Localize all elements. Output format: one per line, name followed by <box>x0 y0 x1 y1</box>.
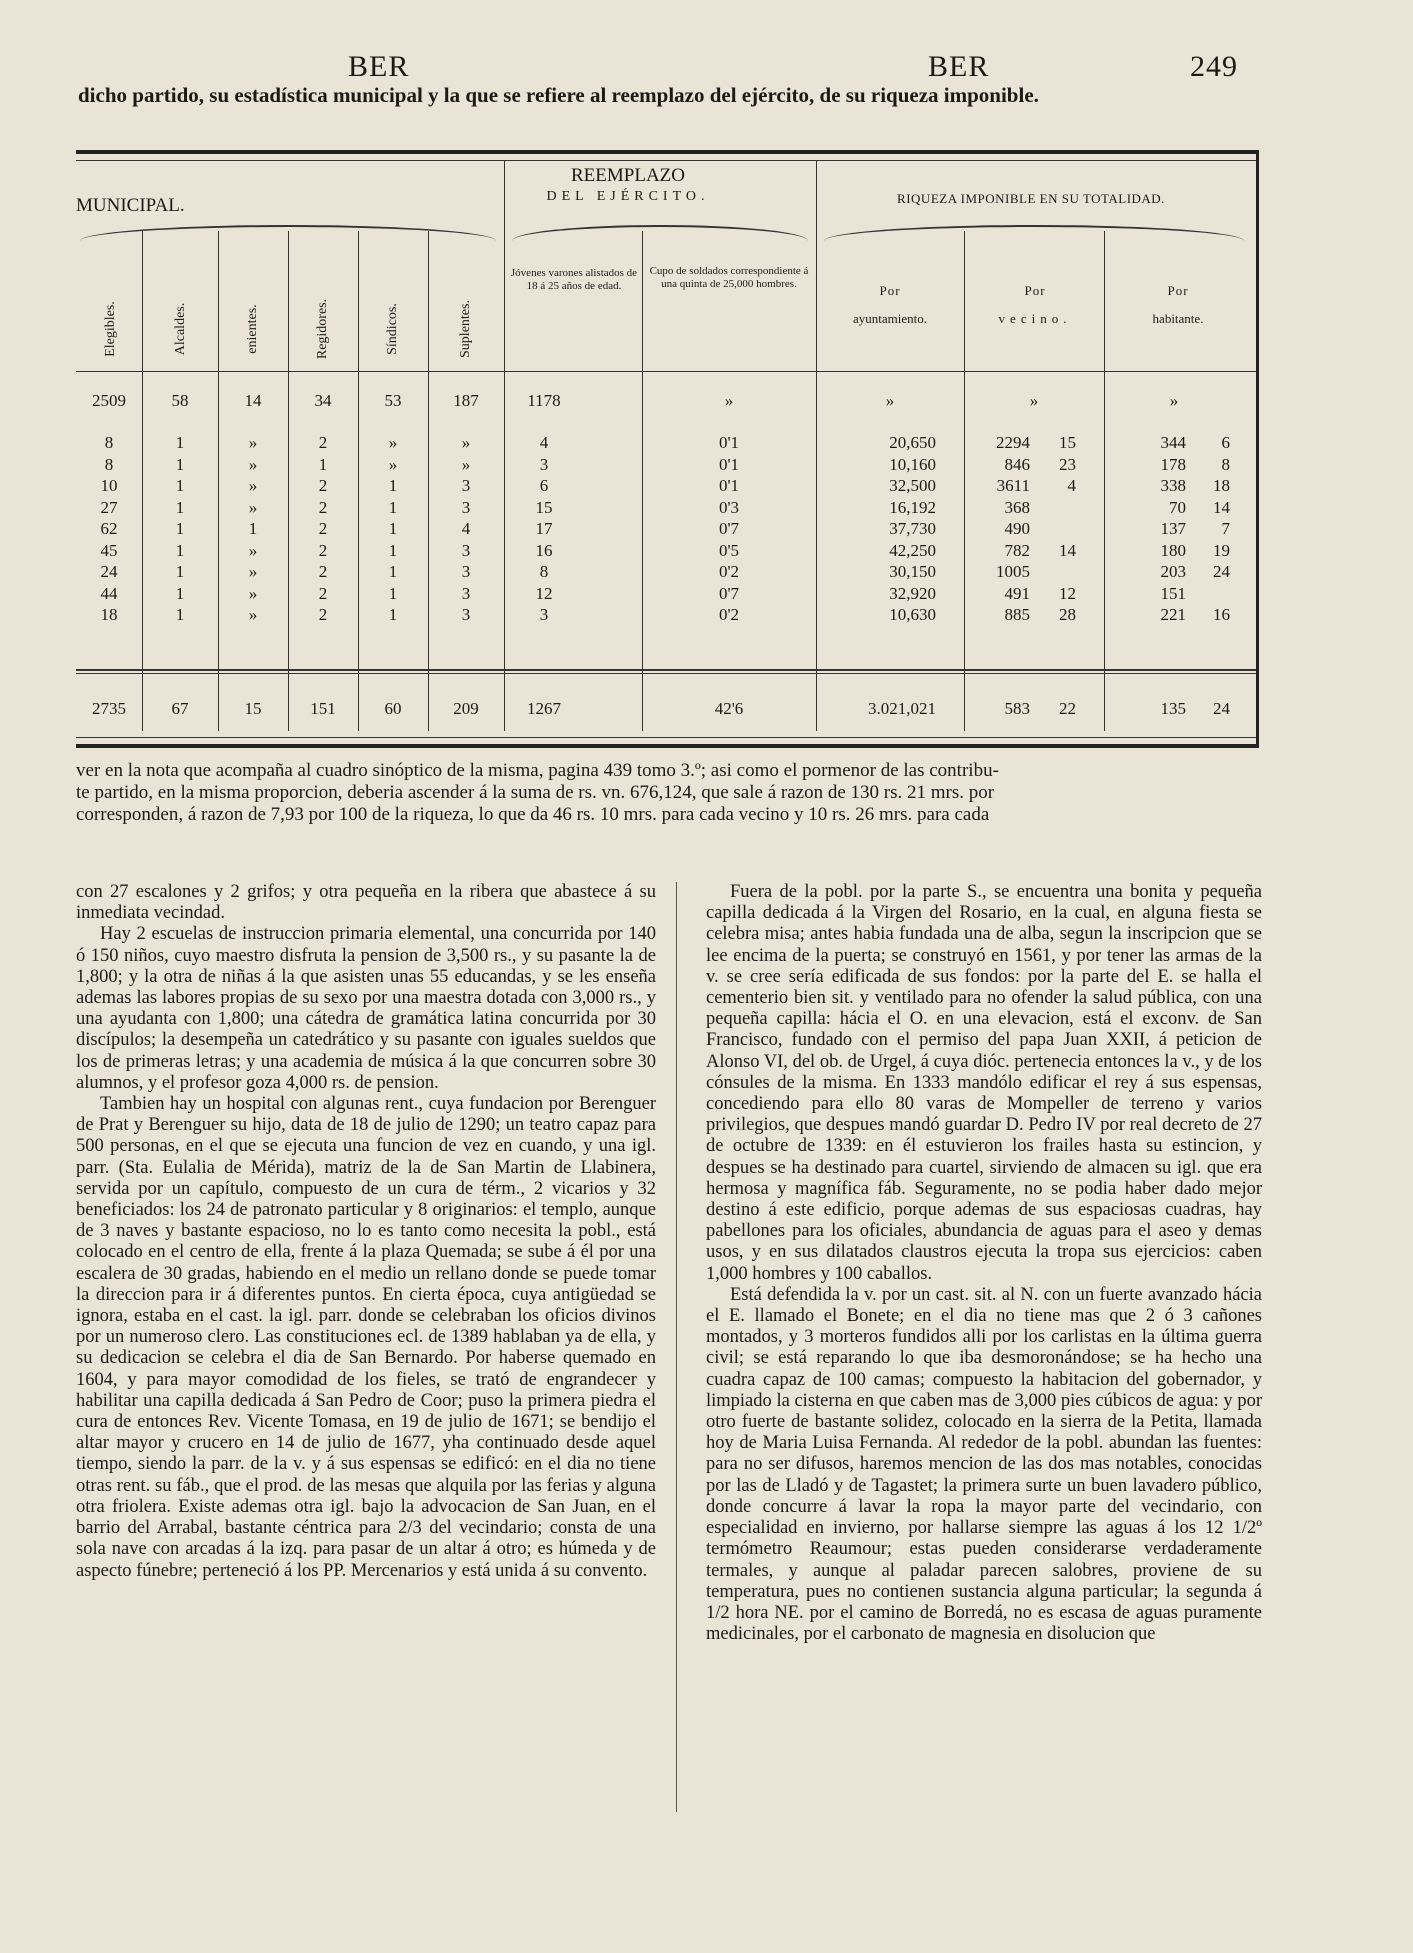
cell: 18 <box>1213 476 1230 495</box>
cell: 1 <box>175 497 185 517</box>
cell: 1 <box>388 605 398 624</box>
cell: 58 <box>171 391 189 410</box>
totals-rule-2 <box>76 673 1256 674</box>
total-cell: 135 <box>1160 699 1186 718</box>
cell: 14 <box>1059 540 1076 560</box>
cell: 7 <box>1221 519 1230 538</box>
cell: 4 <box>461 519 471 538</box>
cell: 1 <box>248 519 258 538</box>
statistics-table <box>76 150 1259 748</box>
cell: 0'1 <box>718 433 740 452</box>
cell: 2 <box>318 476 328 495</box>
cell: 19 <box>1213 540 1230 560</box>
cell: » <box>461 433 471 452</box>
cell: 2509 <box>92 391 126 410</box>
cell: 1 <box>175 433 185 452</box>
cell: 2 <box>318 433 328 452</box>
total-cell: 42'6 <box>714 699 744 718</box>
cell: 151 <box>1160 583 1186 603</box>
group-riqueza: RIQUEZA IMPONIBLE EN SU TOTALIDAD. <box>897 191 1165 206</box>
cell: 0'2 <box>718 562 740 581</box>
cell: 3 <box>461 497 471 517</box>
col-header-suplentes: Suplentes. <box>458 300 473 358</box>
cell: » <box>248 476 258 495</box>
cell: 24 <box>100 562 118 581</box>
paragraph: Tambien hay un hospital con algunas rent., cuya fundacion por Berenguer de Prat y Berenguer su hijo, data de 18 de julio de 1290; un teatro capaz para 500 personas, en el que se ejecuta una funcion de vez en cuando, y una igl. parr. (Sta. Eulalia de Mérida), matriz de la de San Martin de Llabinera, servida por un capítulo, compuesto de un cura de térm., 2 vicarios y 32 beneficiados: los 24 de patronato particular y 8 originarios: el templo, aunque de 3 naves y bastante espacioso, no lo es tanto como necesita la pobl., está colocado en el centro de ella, frente á la plaza Quemada; se sube á él por una escalera de 30 gradas, habiendo en el medio un rellano donde se puede tomar la direccion para ir á diferentes puntos. En cierta época, cuya antigüedad se ignora, estaba en el cast. la igl. parr. donde se celebraban los oficios divinos por un numeroso clero. Las constituciones ecl. de 1389 hablaban ya de ella, y su dedicacion se celebra el dia de San Bernardo. Por haberse quemado en 1604, y para mayor comodidad de los fieles, se trató de engrandecer y habilitar una capilla dedicada á San Pedro de Coor; puso la primera piedra el cura de entonces Rev. Vicente Tomasa, en 19 de julio de 1671; se bendijo el altar mayor y crucero en 14 de julio de 1677, yha continuado desde aquel tiempo, siendo la parr. de la v. y á sus espensas se edificó: en el dia no tiene otras rent. su fáb., que el prod. de las mesas que alquila por las ferias y alguna otra friolera. Existe ademas otra igl. bajo la advocacion de San Juan, en el barrio del Arrabal, bastante céntrica para 2/3 del vecindario; consta de una sola nave con arcadas á la izq. para pasar de un altar á otro; es húmeda y de aspecto fúnebre; perteneció á los PP. Mercenarios y está unida á su convento. <box>76 1094 656 1581</box>
cell: 1178 <box>527 391 561 410</box>
cell: 1 <box>175 519 185 538</box>
cell: 491 <box>1004 583 1030 603</box>
intro-text: dicho partido, su estadística municipal y la que se refiere al reemplazo del ejército, de su riqueza imponible. <box>78 83 1039 107</box>
cell: 782 <box>1004 540 1030 560</box>
cell: 3611 <box>996 476 1030 495</box>
column-divider <box>676 882 677 1812</box>
cell: 45 <box>100 540 118 560</box>
cell: 2294 <box>996 433 1030 452</box>
col-header-cupo: Cupo de soldados correspondiente á una quinta de 25,000 hombres. <box>649 265 809 290</box>
group-reemplazo-title: REEMPLAZO <box>571 165 685 186</box>
cell: 187 <box>453 391 479 410</box>
cell: 0'1 <box>718 476 740 495</box>
cell: 8 <box>104 433 114 452</box>
cell: 1 <box>388 562 398 581</box>
cell: 178 <box>1160 454 1186 474</box>
cell: 1005 <box>996 562 1030 581</box>
cell: 344 <box>1160 433 1186 452</box>
page-number: 249 <box>1190 50 1238 83</box>
col-header-por-3: Por <box>1167 283 1189 298</box>
cell: 1 <box>175 476 185 495</box>
col-header-habitante: habitante. <box>1152 311 1204 326</box>
cell: 16 <box>1213 605 1230 624</box>
cell: » <box>248 583 258 603</box>
cell: 27 <box>100 497 118 517</box>
right-column <box>706 882 1262 1645</box>
cell: » <box>388 433 398 452</box>
total-cell: 22 <box>1059 699 1076 718</box>
table-frame <box>76 160 1256 738</box>
cell: » <box>248 497 258 517</box>
cell: 6 <box>1221 433 1230 452</box>
cell: 0'3 <box>718 497 740 517</box>
col-header-por-2: Por <box>1024 283 1046 298</box>
col-header-sindicos: Síndicos. <box>385 303 400 355</box>
cell: 17 <box>535 519 553 538</box>
cell: 1 <box>388 540 398 560</box>
cell: 4 <box>539 433 549 452</box>
cell: 16 <box>535 540 553 560</box>
col-header-jovenes: Jóvenes varones alistados de 18 á 25 años de edad. <box>510 267 638 292</box>
cell: 8 <box>539 562 549 581</box>
cell: 2 <box>318 540 328 560</box>
cell: 1 <box>175 583 185 603</box>
cell: 15 <box>535 497 553 517</box>
cell: » <box>248 433 258 452</box>
paragraph: Hay 2 escuelas de instruccion primaria elemental, una concurrida por 140 ó 150 niños, cuyo maestro disfruta la pension de 3,500 rs., y su pasante la de 1,800; y la otra de niñas á la que asisten unas 55 educandas, y se les enseña ademas las labores propias de su sexo por una maestra dotada con 3,000 rs., y una ayudanta con 1,800; una cátedra de gramática latina concurrida por 30 discípulos; la desempeña un catedrático y su pasante con iguales sueldos que los de primeras letras; y una academia de música á la que concurren sobre 30 alumnos, y el profesor goza 4,000 rs. de pension. <box>76 924 656 1093</box>
cell: 2 <box>318 519 328 538</box>
wide-text-block <box>76 760 1256 826</box>
cell: 3 <box>461 540 471 560</box>
cell: 37,730 <box>889 519 936 538</box>
cell: 6 <box>539 476 549 495</box>
cell: 34 <box>314 391 332 410</box>
cell: 1 <box>175 540 185 560</box>
col-header-elegibles: Elegibles. <box>103 301 118 357</box>
cell: 16,192 <box>889 497 936 517</box>
col-header-vecino: vecino. <box>998 311 1072 326</box>
cell: » <box>461 454 471 474</box>
cell: 4 <box>1067 476 1076 495</box>
cell: » <box>1169 391 1179 410</box>
cell: » <box>1029 391 1039 410</box>
total-cell: 67 <box>171 699 189 718</box>
cell: » <box>248 454 258 474</box>
cell: 1 <box>318 454 328 474</box>
cell: 1 <box>388 497 398 517</box>
paragraph: Está defendida la v. por un cast. sit. al N. con un fuerte avanzado hácia el E. llamado el Bonete; en el dia no tiene mas que 2 ó 3 cañones montados, y 3 morteros fundidos alli por los carlistas en la última guerra civil; se está reparando lo que iba desmoronándose; se ha hecho una cuadra capaz de 100 camas; compuesto la habitacion del gobernador, y limpiado la cisterna en que caben mas de 3,000 pies cúbicos de agua: y por otro fuerte de bastante solidez, colocado en la sierra de la Petita, llamada hoy de Maria Luisa Fernanda. Al rededor de la pobl. abundan las fuentes: para no ser difusos, haremos mencion de las dos mas notables, conocidas por las de Lladó y de Tagastet; la primera surte un buen lavadero público, donde concurre á lavar la ropa la mayor parte del vecindario, con especialidad en invierno, por hallarse siempre las aguas á los 12 1/2º termómetro Reaumour; estas pueden considerarse verdaderamente termales, y aunque al paladar parecen salobres, proviene de su temperatura, pues no contienen sustancia alguna particular; la segunda á 1/2 hora NE. por el camino de Borredá, no es escasa de aguas puramente medicinales, por el carbonato de magnesia en disolucion que <box>706 1284 1262 1645</box>
col-header-por-1: Por <box>879 283 901 298</box>
cell: 338 <box>1160 476 1186 495</box>
wide-text-line: corresponden, á razon de 7,93 por 100 de la riqueza, lo que da 46 rs. 10 mrs. para cada vecino y 10 rs. 26 mrs. para cada <box>76 804 990 825</box>
paragraph: con 27 escalones y 2 grifos; y otra pequeña en la ribera que abastece á su inmediata vecindad. <box>76 882 656 924</box>
cell: 1 <box>388 583 398 603</box>
cell: 0'7 <box>718 519 740 538</box>
col-header-tenientes: enientes. <box>245 304 260 354</box>
cell: » <box>248 605 258 624</box>
cell: 42,250 <box>889 540 936 560</box>
cell: 2 <box>318 562 328 581</box>
cell: 24 <box>1213 562 1230 581</box>
cell: 3 <box>539 454 549 474</box>
cell: 885 <box>1004 605 1030 624</box>
cell: 3 <box>461 583 471 603</box>
cell: 70 <box>1169 497 1186 517</box>
cell: 10 <box>100 476 118 495</box>
cell: » <box>388 454 398 474</box>
cell: 368 <box>1004 497 1030 517</box>
cell: 137 <box>1160 519 1186 538</box>
cell: 2 <box>318 497 328 517</box>
total-cell: 151 <box>310 699 336 718</box>
cell: 28 <box>1059 605 1076 624</box>
cell: 53 <box>384 391 402 410</box>
cell: 1 <box>175 562 185 581</box>
cell: 14 <box>244 391 262 410</box>
cell: 203 <box>1160 562 1186 581</box>
cell: 2 <box>318 605 328 624</box>
total-cell: 60 <box>384 699 402 718</box>
cell: 20,650 <box>889 433 936 452</box>
wide-text-line: te partido, en la misma proporcion, deberia ascender á la suma de rs. vn. 676,124, que sale á razon de 130 rs. 21 mrs. por <box>76 782 995 803</box>
cell: 3 <box>461 605 471 624</box>
totals-rule <box>76 669 1256 671</box>
group-municipal: MUNICIPAL. <box>76 195 185 216</box>
col-header-regidores: Regidores. <box>315 298 330 360</box>
header-rule <box>76 371 1256 372</box>
cell: 15 <box>1059 433 1076 452</box>
cell: 3 <box>461 562 471 581</box>
total-cell: 2735 <box>92 699 126 718</box>
cell: 490 <box>1004 519 1030 538</box>
cell: » <box>248 540 258 560</box>
cell: 14 <box>1213 497 1230 517</box>
cell: » <box>724 391 734 410</box>
cell: 3 <box>539 605 549 624</box>
cell: 30,150 <box>889 562 936 581</box>
left-column <box>76 882 656 1582</box>
cell: 23 <box>1059 454 1076 474</box>
wide-text-line: ver en la nota que acompaña al cuadro sinóptico de la misma, pagina 439 tomo 3.º; asi como el pormenor de las contribu- <box>76 760 999 781</box>
cell: 44 <box>100 583 118 603</box>
total-cell: 1267 <box>527 699 561 718</box>
total-cell: 583 <box>1004 699 1030 718</box>
cell: 2 <box>318 583 328 603</box>
cell: 0'5 <box>718 540 740 560</box>
cell: 221 <box>1160 605 1186 624</box>
cell: 8 <box>104 454 114 474</box>
cell: 846 <box>1004 454 1030 474</box>
cell: » <box>885 391 895 410</box>
brace-riqueza <box>824 225 1244 241</box>
cell: 180 <box>1160 540 1186 560</box>
total-cell: 3.021,021 <box>868 699 936 718</box>
cell: 8 <box>1221 454 1230 474</box>
cell: 12 <box>1059 583 1076 603</box>
col-header-alcaldes: Alcaldes. <box>173 302 188 356</box>
total-cell: 24 <box>1213 699 1230 718</box>
cell: 1 <box>175 605 185 624</box>
cell: 1 <box>175 454 185 474</box>
total-cell: 15 <box>244 699 262 718</box>
running-header-left: BER <box>348 50 410 83</box>
cell: 32,500 <box>889 476 936 495</box>
cell: 32,920 <box>889 583 936 603</box>
cell: 62 <box>100 519 118 538</box>
cell: 0'1 <box>718 454 740 474</box>
col-header-ayuntamiento: ayuntamiento. <box>852 311 927 326</box>
total-cell: 209 <box>453 699 479 718</box>
running-header-right: BER <box>928 50 990 83</box>
paragraph: Fuera de la pobl. por la parte S., se encuentra una bonita y pequeña capilla dedicada á la Virgen del Rosario, en la cual, en alguna fiesta se celebra misa; antes habia fundada una de alba, segun la inscripcion que se lee encima de la puerta; se construyó en 1561, y por tener las armas de la v. se cree sería edificada de sus fondos: por la parte del E. se halla el cementerio bien sit. y ventilado para no ofender la salud pública, con una pequeña capilla: hácia el O. en una elevacion, está el exconv. de San Francisco, fundado con el permiso del papa Juan XXII, á peticion de Alonso VI, del ob. de Urgel, á cuya dióc. pertenecia entonces la v., y de los cónsules de la misma. En 1333 mandólo edificar el rey á sus espensas, concediendo para ello 80 varas de Mompeller de terreno y varios privilegios, que despues mandó guardar D. Pedro IV por real decreto de 27 de octubre de 1339: en él estuvieron los frailes hasta su estincion, y despues se ha destinado para cuartel, sirviendo de almacen su igl. que era hermosa y magnífica fáb. Seguramente, no se podia haber dado mejor destino á este edificio, porque ademas de sus espaciosas cuadras, hay pabellones para los oficiales, abundancia de aguas para el aseo y demas usos, y en sus dilatados claustros ejecuta la tropa sus ejercicios: caben 1,000 hombres y 100 caballos. <box>706 882 1262 1284</box>
brace-reemplazo <box>512 225 808 241</box>
cell: 0'7 <box>718 583 740 603</box>
cell: 3 <box>461 476 471 495</box>
cell: 1 <box>388 476 398 495</box>
cell: 1 <box>388 519 398 538</box>
cell: 12 <box>535 583 553 603</box>
cell: 0'2 <box>718 605 740 624</box>
cell: » <box>248 562 258 581</box>
cell: 18 <box>100 605 118 624</box>
cell: 10,630 <box>889 605 936 624</box>
group-reemplazo-subtitle: DEL EJÉRCITO. <box>546 189 710 204</box>
cell: 10,160 <box>889 454 936 474</box>
